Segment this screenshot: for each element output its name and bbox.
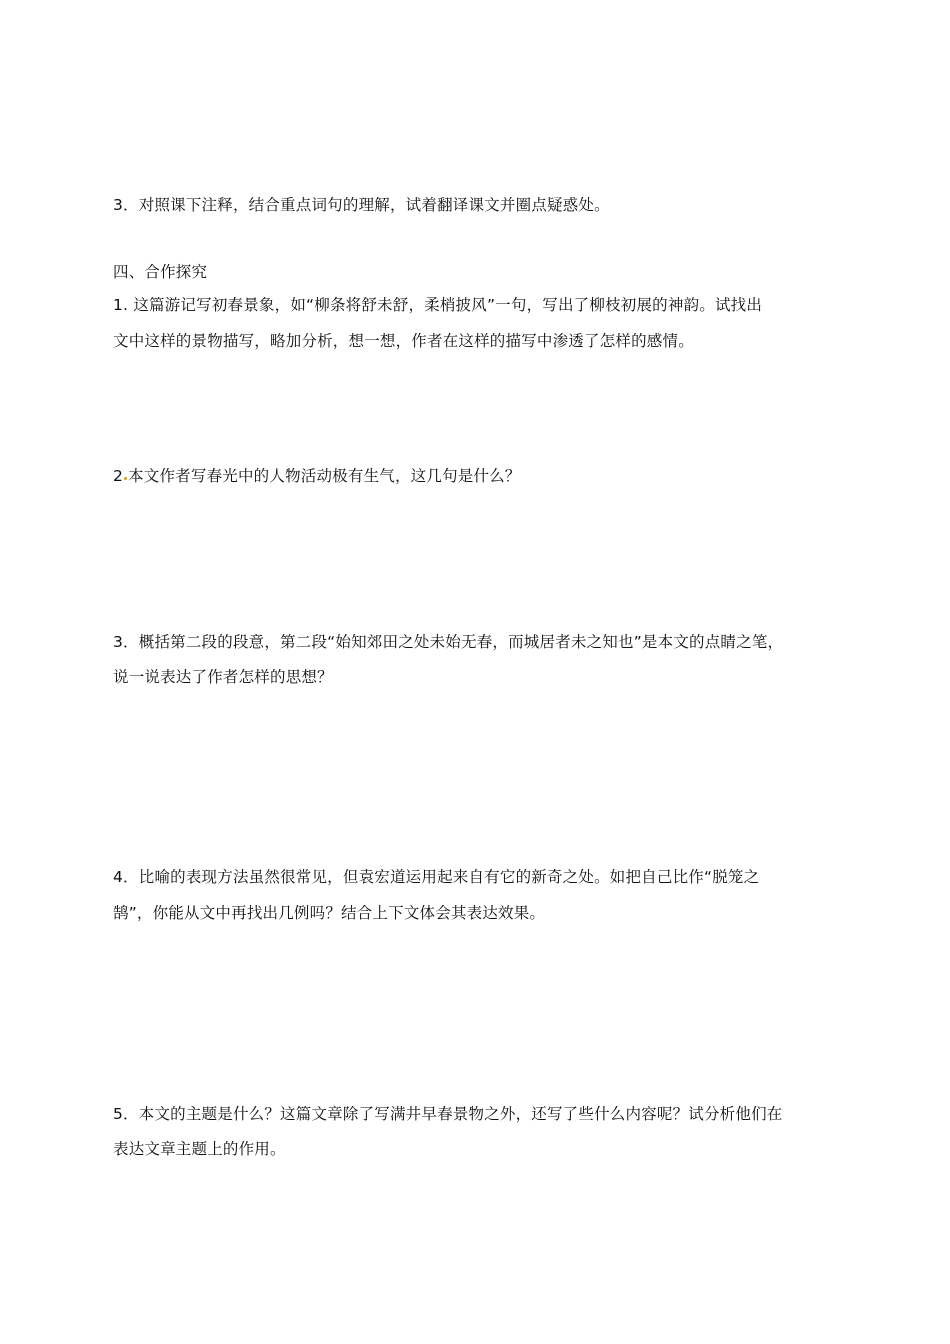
question-5-line-1: 5．本文的主题是什么？这篇文章除了写满井早春景物之外，还写了些什么内容呢？试分析他们在 <box>113 1105 783 1123</box>
question-3-line-2: 说一说表达了作者怎样的思想？ <box>113 668 333 686</box>
dot-mark <box>124 477 127 480</box>
question-1-line-1: 1. 这篇游记写初春景象，如“柳条将舒未舒，柔梢披风”一句，写出了柳枝初展的神韵。试找出 <box>113 296 763 314</box>
question-2-number: 2 <box>113 467 124 485</box>
question-5-line-2: 表达文章主题上的作用。 <box>113 1140 286 1158</box>
question-2 <box>113 466 521 486</box>
question-4-line-1: 4．比喻的表现方法虽然很常见，但袁宏道运用起来自有它的新奇之处。如把自己比作“脱笼之 <box>113 868 760 886</box>
question-4-line-2: 鹄”，你能从文中再找出几例吗？结合上下文体会其表达效果。 <box>113 904 546 922</box>
question-2-text: 本文作者写春光中的人物活动极有生气，这几句是什么？ <box>128 467 521 485</box>
question-3-translate: 3．对照课下注释，结合重点词句的理解，试着翻译课文并圈点疑惑处。 <box>113 196 610 214</box>
question-1-line-2: 文中这样的景物描写，略加分析，想一想，作者在这样的描写中渗透了怎样的感情。 <box>113 332 694 350</box>
question-3-line-1: 3．概括第二段的段意，第二段“始知郊田之处未始无春，而城居者未之知也”是本文的点睛之笔， <box>113 633 784 651</box>
section-title: 四、合作探究 <box>113 263 208 281</box>
